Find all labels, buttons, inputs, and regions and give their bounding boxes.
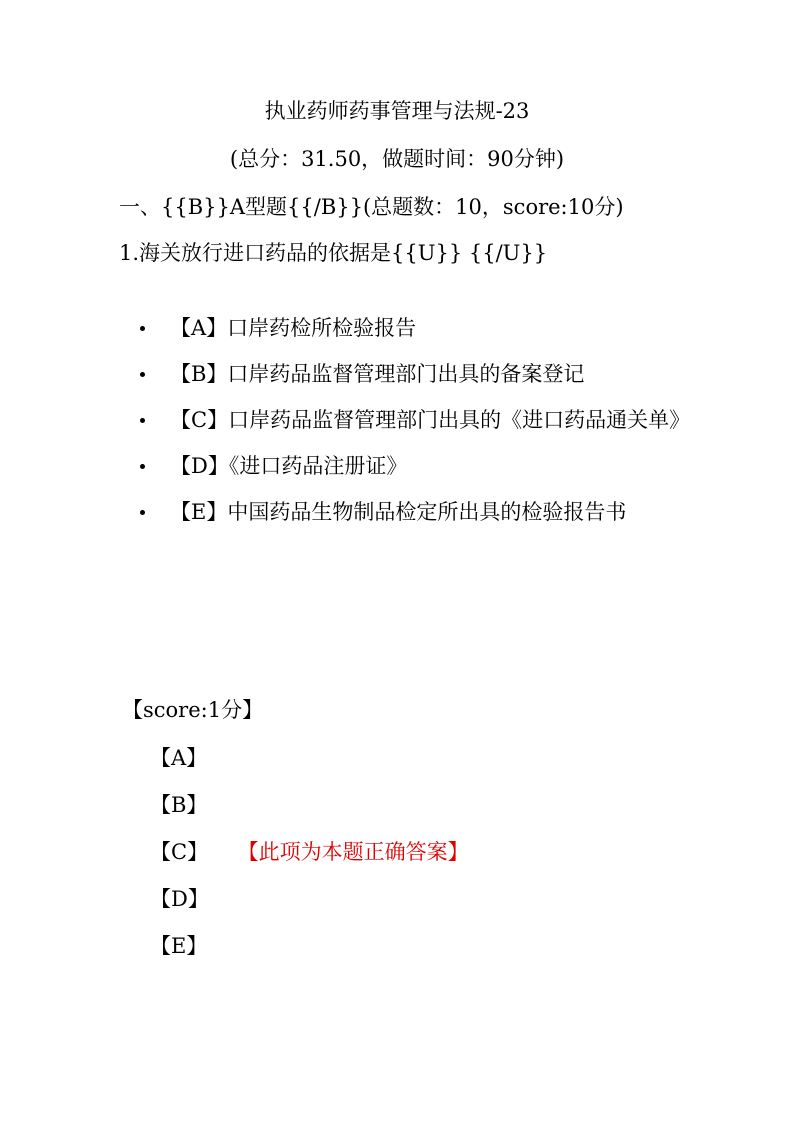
answer-label-a: 【A】 <box>150 746 208 770</box>
answer-row-e <box>150 932 207 960</box>
question-text: 1.海关放行进口药品的依据是{{U}} {{/U}} <box>119 241 548 265</box>
option-c <box>140 397 691 443</box>
option-b <box>140 351 680 397</box>
answer-label-e: 【E】 <box>150 934 208 958</box>
option-e <box>140 489 680 535</box>
answer-row-b <box>150 791 207 819</box>
answer-row-d <box>150 885 209 913</box>
bullet-icon <box>140 326 145 331</box>
bullet-icon <box>140 464 145 469</box>
bullet-icon <box>140 372 145 377</box>
bullet-icon <box>140 510 145 515</box>
document-title: 执业药师药事管理与法规-23 <box>264 99 530 123</box>
option-b-text: 【B】口岸药品监督管理部门出具的备案登记 <box>170 362 585 386</box>
option-a <box>140 305 680 351</box>
section-heading: 一、{{B}}A型题{{/B}}(总题数：10，score:10分) <box>119 195 624 219</box>
option-e-text: 【E】中国药品生物制品检定所出具的检验报告书 <box>170 500 627 524</box>
option-c-text: 【C】口岸药品监督管理部门出具的《进口药品通关单》 <box>170 408 691 432</box>
answer-label-b: 【B】 <box>150 793 208 817</box>
option-d <box>140 443 680 489</box>
score-label: 【score:1分】 <box>122 698 264 722</box>
answer-row-c <box>150 838 469 866</box>
option-list <box>140 305 691 535</box>
bullet-icon <box>140 418 145 423</box>
answer-label-d: 【D】 <box>150 887 209 911</box>
option-d-text: 【D】《进口药品注册证》 <box>170 454 408 478</box>
option-a-text: 【A】口岸药检所检验报告 <box>170 316 417 340</box>
document-subtitle: (总分：31.50，做题时间：90分钟) <box>229 147 565 171</box>
answer-row-a <box>150 744 207 772</box>
correct-answer-marker: 【此项为本题正确答案】 <box>248 840 469 864</box>
answer-label-c: 【C】 <box>150 840 209 864</box>
